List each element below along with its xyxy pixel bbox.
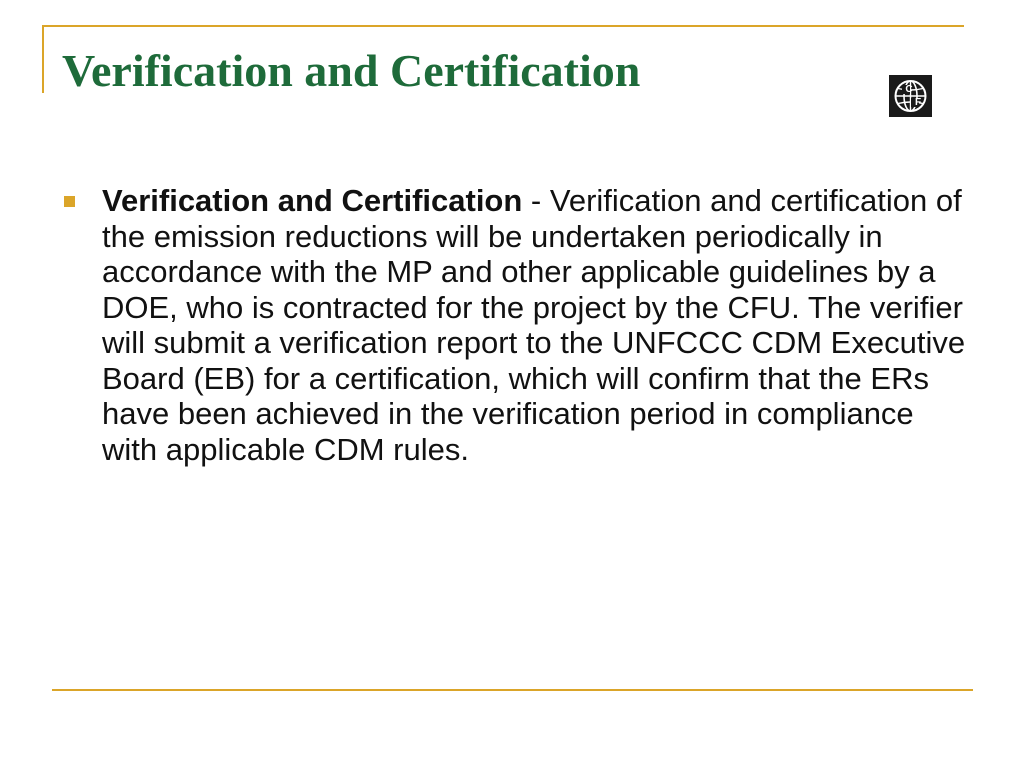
- globe-icon: [889, 75, 932, 117]
- bullet-item: [58, 183, 968, 467]
- bullet-square-icon: [64, 196, 75, 207]
- bullet-text: - Verification and certification of the emission reductions will be undertaken periodically in accordance with the MP and other applicable guidelines by a DOE, who is contracted for the project by the CFU. The verifier will submit a verification report to the UNFCCC CDM Executive Board (EB) for a certification, which will confirm that the ERs have been achieved in the verification period in compliance with applicable CDM rules.: [102, 183, 966, 467]
- bullet-lead: Verification and Certification: [102, 183, 523, 218]
- top-rule: [42, 25, 964, 27]
- slide-title: Verification and Certification: [62, 45, 641, 96]
- logo-letter-c: C: [905, 84, 913, 95]
- bullet-list: [58, 183, 968, 467]
- left-rule: [42, 25, 44, 93]
- logo-letter-f: F: [914, 97, 922, 108]
- bottom-rule: [52, 689, 973, 691]
